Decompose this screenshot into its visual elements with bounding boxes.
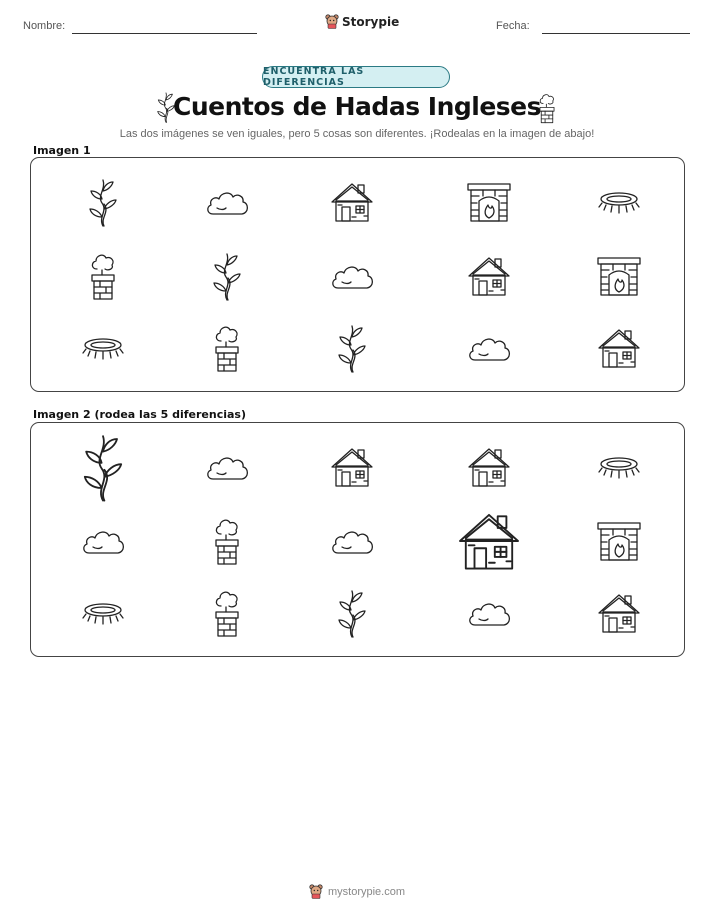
brand-logo <box>325 14 399 29</box>
cloud-icon[interactable] <box>322 511 382 571</box>
chimney-icon[interactable] <box>197 583 257 643</box>
page-title: Cuentos de Hadas Ingleses <box>172 92 542 121</box>
cottage-icon[interactable] <box>459 437 519 497</box>
date-line[interactable] <box>542 33 690 34</box>
fireplace-icon <box>589 246 649 306</box>
fireplace-icon <box>459 172 519 232</box>
brand-name: Storypie <box>342 14 400 29</box>
cloud-icon <box>459 318 519 378</box>
cottage-icon <box>459 246 519 306</box>
nest-icon <box>73 318 133 378</box>
bear-logo-icon <box>325 14 339 29</box>
beanstalk-icon[interactable] <box>73 437 133 497</box>
nest-icon[interactable] <box>73 583 133 643</box>
image2-label: Imagen 2 (rodea las 5 diferencias) <box>33 408 247 421</box>
beanstalk-icon <box>322 318 382 378</box>
cloud-icon[interactable] <box>459 583 519 643</box>
worksheet-header <box>0 0 714 50</box>
cottage-icon <box>322 172 382 232</box>
date-label: Fecha: <box>496 20 530 32</box>
image2-panel[interactable] <box>30 422 685 657</box>
cloud-icon <box>322 246 382 306</box>
footer <box>0 884 714 899</box>
beanstalk-icon[interactable] <box>322 583 382 643</box>
chimney-icon <box>197 318 257 378</box>
footer-url: mystorypie.com <box>327 885 406 898</box>
instructions: Las dos imágenes se ven iguales, pero 5 cosas son diferentes. ¡Rodealas en la imagen de abajo! <box>119 128 595 140</box>
cottage-icon[interactable] <box>322 437 382 497</box>
beanstalk-icon <box>73 172 133 232</box>
cottage-icon[interactable] <box>459 511 519 571</box>
image1-panel <box>30 157 685 392</box>
cloud-icon[interactable] <box>197 437 257 497</box>
name-line[interactable] <box>72 33 257 34</box>
name-label: Nombre: <box>23 20 66 32</box>
cottage-icon[interactable] <box>589 583 649 643</box>
beanstalk-icon <box>197 246 257 306</box>
chimney-icon <box>73 246 133 306</box>
title-chimney-icon <box>537 92 557 129</box>
chimney-icon[interactable] <box>197 511 257 571</box>
nest-icon[interactable] <box>589 437 649 497</box>
activity-badge: ENCUENTRA LAS DIFERENCIAS <box>262 66 450 88</box>
cottage-icon <box>589 318 649 378</box>
fireplace-icon[interactable] <box>589 511 649 571</box>
footer-bear-icon <box>309 884 323 899</box>
cloud-icon[interactable] <box>73 511 133 571</box>
image1-label: Imagen 1 <box>33 144 91 157</box>
cloud-icon <box>197 172 257 232</box>
nest-icon <box>589 172 649 232</box>
